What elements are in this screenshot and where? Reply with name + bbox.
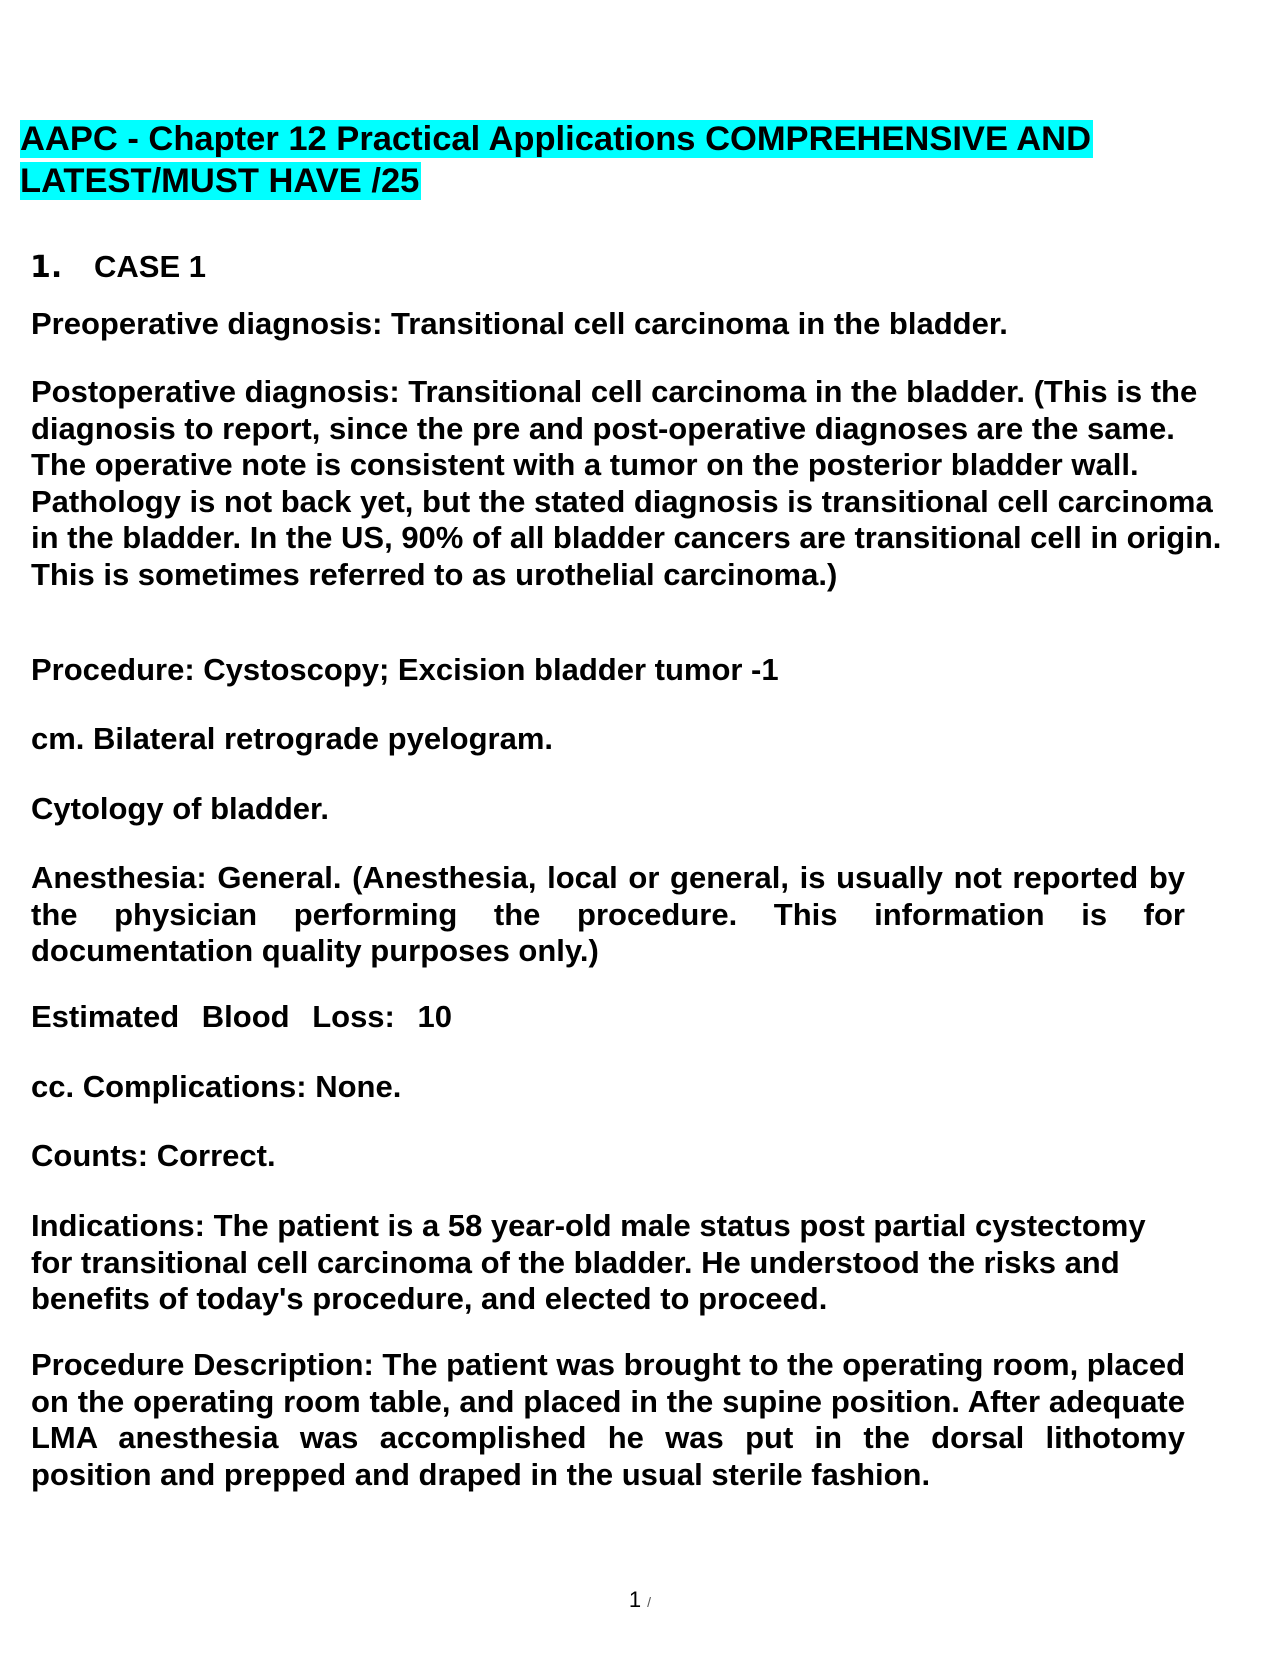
anesthesia-paragraph: Anesthesia: General. (Anesthesia, local or general, is usually not reported by the physician performing the procedure. This information is for documentation quality purposes only.) [31, 860, 1185, 969]
counts-line: Counts: Correct. [31, 1138, 276, 1173]
title-line-2: LATEST/MUST HAVE /25 [20, 162, 420, 200]
case-label: CASE 1 [94, 249, 206, 284]
estimated-blood-loss [31, 999, 1255, 1036]
title-line-1: AAPC - Chapter 12 Practical Applications COMPREHENSIVE AND [20, 120, 1091, 158]
procedure-description-paragraph: Procedure Description: The patient was brought to the operating room, placed on the operating room table, and placed in the supine position. After adequate LMA anesthesia was accomplished he was put in the dorsal lithotomy position and prepped and draped in the usual sterile fashion. [31, 1347, 1186, 1492]
ebl-label: Estimated Blood Loss: [31, 999, 395, 1034]
cytology-line: Cytology of bladder. [31, 791, 329, 826]
page-footer [0, 1586, 1280, 1616]
page-separator: / [647, 1594, 652, 1610]
procedure-line: Procedure: Cystoscopy; Excision bladder tumor -1 [31, 652, 779, 687]
postoperative-diagnosis: Postoperative diagnosis: Transitional cell carcinoma in the bladder. (This is the diagnosis to report, since the pre and post-operative diagnoses are the same. The operative note is consistent with a tumor on the posterior bladder wall. Pathology is not back yet, but the stated diagnosis is transitional cell carcinoma in the bladder. In the US, 90% of all bladder cancers are transitional cell in origin. This is sometimes referred to as urothelial carcinoma.) [31, 374, 1222, 592]
case-number: 1. [30, 250, 63, 285]
indications-paragraph: Indications: The patient is a 58 year-old male status post partial cystectomy for transitional cell carcinoma of the bladder. He understood the risks and benefits of today's procedure, and elected to proceed. [31, 1208, 1146, 1317]
preoperative-diagnosis: Preoperative diagnosis: Transitional cell carcinoma in the bladder. [31, 306, 1008, 341]
page-number: 1 [628, 1587, 642, 1612]
case-heading [30, 247, 206, 288]
document-title [20, 118, 1260, 202]
complications-line: cc. Complications: None. [31, 1069, 402, 1104]
ebl-value: 10 [417, 999, 452, 1034]
procedure-cm-line: cm. Bilateral retrograde pyelogram. [31, 721, 554, 756]
